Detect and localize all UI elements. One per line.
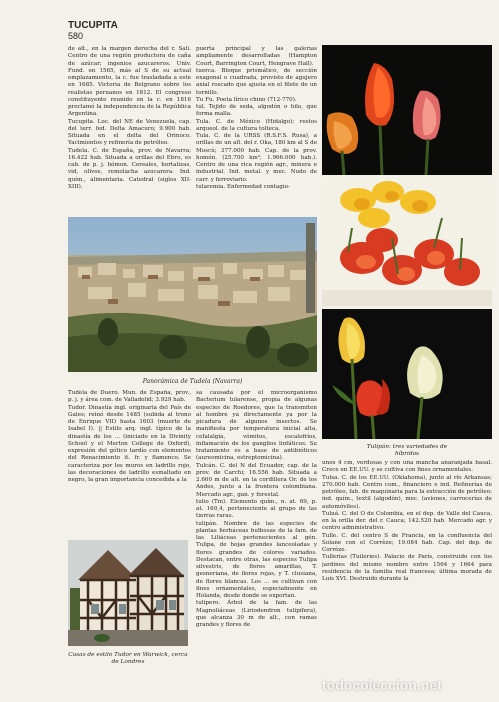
column-2-top-text: [196, 46, 317, 216]
column-1-mid-text: [68, 390, 191, 540]
column-1-top-text: [68, 46, 191, 216]
paragraph: Tulsa. C. de los EE.UU. (Oklahoma), junto al río Arkansas; 270.000 hab. Centro com., financiero e ind. Refinerías de petróleo, fab. de maquinaria para la extracción de petróleo; ind. quím., textil (algodón), mec. (aviones, carrocerías de automóviles).: [322, 474, 492, 510]
paragraph: Tu Fu. Poeta lírico chino (712-770).: [196, 96, 297, 103]
paragraph: Tulle. C. del centro S de Francia, en la confluencia del Solane con el Corrèze; 19.084 hab. Cap. del dep. de Corrèze.: [322, 532, 492, 553]
tudor-houses-photo: [68, 540, 188, 646]
running-title: TUCUPITA: [68, 20, 118, 31]
paragraph: Tula. C. de la URSS (R.S.F.S. Rusa), a orillas de un afl. del r. Oka, 180 km al S de Moscú; 377.000 hab. Cap. de la prov. homón. (25.700 km²; 1.966.000 hab.). Centro de una rica región agr., minera e industrial. Ind. metal. y mec. Nudo de carr. y ferroviario.: [196, 133, 317, 183]
page-header: [68, 20, 118, 42]
paragraph: Tula. C. de México (Hidalgo); restos arqueol. de la cultura tolteca.: [196, 118, 317, 132]
paragraph: Tullerías (Tuileries). Palacio de París, construido con los jardines del mismo nombre entre 1564 y 1664 para residencia de la familia real francesa; última morada de Luis XVI. Destruido durante la: [322, 554, 492, 582]
paragraph: unos 4 cm, verdosas y con una mancha anaranjada basal. Crece en EE.UU. y se cultiva con fines ornamentales.: [322, 460, 492, 474]
paragraph: Tucupita. Loc. del NE de Venezuela, cap. del terr. fed. Delta Amacuro; 9.900 hab. Situada en el delta del Orinoco. Yacimientos y refinería de petróleo.: [68, 118, 191, 147]
paragraph: tularemia. Enfermedad contagio-: [196, 183, 290, 190]
paragraph: tulipero. Árbol de la fam. de las Magnoliáceas (Liriodendron tulipifera), que alcanza 30 m de alt., con ramas grandes y flores de: [196, 600, 317, 628]
tudela-photo-caption: Panorámica de Tudela (Navarra): [142, 378, 243, 385]
tudor-photo-caption: Casas de estilo Tudor en Warwick, cerca de Londres: [68, 652, 188, 665]
tudela-panorama-photo: [68, 217, 317, 372]
paragraph: tulio (Tm). Elemento quím., n. at. 69, p. at. 169,4, perteneciente al grupo de las tierras raras.: [196, 498, 317, 520]
paragraph: Tuluá. C. del O de Colombia, en el dep. de Valle del Cauca, en la orilla der. del r. Cauca; 142.520 hab. Mercado agr. y centro administrativo.: [322, 510, 492, 532]
tulip-photo-varieties: [322, 309, 492, 439]
page-number: 580: [68, 31, 84, 41]
column-2-mid-text: [196, 390, 317, 696]
column-3-bottom-text: [322, 460, 492, 696]
paragraph: tul. Tejido de seda, algodón o hilo, que forma malla.: [196, 104, 317, 118]
tulips-photo-caption: Tulipán: tres variedades de híbridos: [366, 444, 448, 457]
paragraph: de alt., en la margen derecha del r. Salí. Centro de una región productora de caña de azúcar; ingenios azucareros. Univ. Fund. en 1565, más al S de su actual emplazamiento, la c. fue trasladada a este en 1685. Victoria de Belgrano sobre los realistas peruanos en 1812. El congreso constituyente reunido en la c. en 1816 proclamó la independencia de la República Argentina.: [68, 46, 191, 118]
paragraph: Tulcán. C. del N del Ecuador, cap. de la prov. de Carchi; 16.556 hab. Situada a 2.600 m de alt. en la cordillera Or. de los Andes, junto a la frontera colombiana. Mercado agr., gan. y forestal.: [196, 462, 317, 498]
paragraph: Tudela de Duero. Mun. de España, prov., p. j. y área com. de Valladolid; 3.929 hab.: [68, 390, 191, 404]
paragraph: tulipán. Nombre de las especies de plantas herbáceas bulbosas de la fam. de las Liliáceas pertenecientes al gén. Tulipa, de hojas grandes lanceoladas y flores grandes de colores variados. Destacan, entre otras, las especies Tulipa silvestris, de flores amarillas, T. gesneriana, de flores rojas, y T. clusiana, de flores blancas. Los ... se cultivan con fines ornamentales, especialmente en Holanda, desde donde se exportan.: [196, 520, 317, 599]
paragraph: puerta principal y las galerías ampliamente desarrolladas (Hampton Court, Barrington Court, Hengrave Hall).: [196, 46, 317, 67]
tulip-photo-yellow: [322, 178, 492, 306]
paragraph: Tudela. C. de España, prov. de Navarra; 16.422 hab. Situada a orillas del Ebro, es cab. de p. j. hómon. Cereales, hortalizas, vid, olivos, remolacha azucarera. Ind. quím., alimentaria. Catedral (siglos XII-XIII).: [68, 147, 191, 190]
watermark-text: todocoleccion.net: [322, 677, 442, 693]
tulip-photo-red: [322, 45, 492, 175]
paragraph: tuerca. Bloque prismático, de sección exagonal o cuadrada, provisto de agujero axial roscado que ajusta en el filete de un tornillo.: [196, 67, 317, 96]
paragraph: sa causada por el microorganismo Bacterium tularense, propia de algunas especies de Roedores, que la transmiten al hombre ya directamente ya por la picadura de algunos insectos. Se manifiesta por temperatura inicial alta, cefalalgia, vómitos, escalofríos, inflamación de los ganglios linfáticos. Su tratamiento es a base de antibióticos (aureomicina, estreptomicina).: [196, 390, 317, 462]
paragraph: Tudor. Dinastía ingl. originaria del País de Gales; reinó desde 1485 (subida al trono de Enrique VII) hasta 1603 (muerte de Isabel I). || Estilo arq. ingl. típico de la dinastía de los ... (iniciado en la Divinity School y el Merton College de Oxford), expresión del gótico tardío con elementos del Renacimiento it. fr. y flamenco. Se caracteriza por los muros en ladrillo rojo, las decoraciones de ladrillo esmaltado en negro, la gran importancia concedida a la: [68, 404, 191, 483]
